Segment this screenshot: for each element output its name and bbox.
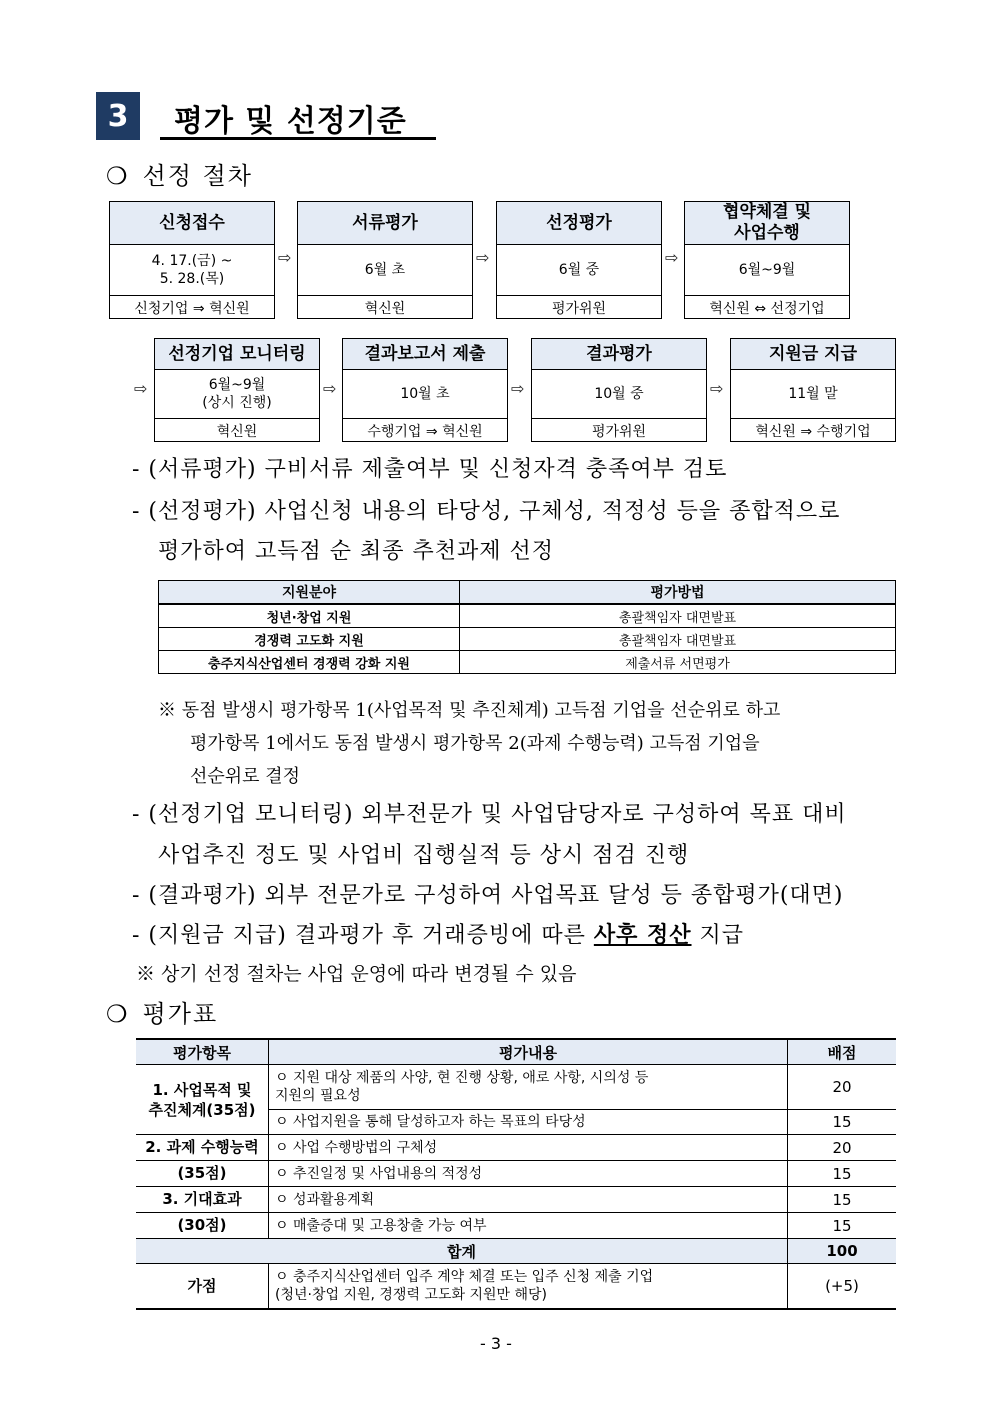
step-actor: 혁신원 ⇒ 수행기업 [755,423,871,440]
step-box [154,338,320,442]
step-box [531,338,707,442]
circle-bullet-icon: ❍ [106,162,128,190]
step-box [109,201,275,319]
table-row [136,1161,896,1187]
note: ※ 상기 선정 절차는 사업 운영에 따라 변경될 수 있음 [136,963,577,985]
right-arrow-icon: ⇨ [511,379,525,398]
paragraph: - (선정평가) 사업신청 내용의 타당성, 구체성, 적정성 등을 종합적으로 [132,499,841,524]
score-cell: 20 [788,1065,897,1110]
paragraph: - (서류평가) 구비서류 제출여부 및 신청자격 충족여부 검토 [132,457,728,482]
step-period: 10월 초 [343,370,507,419]
step-title: 결과보고서 제출 [343,339,507,370]
paragraph: 사업추진 정도 및 사업비 집행실적 등 상시 점검 진행 [158,843,690,868]
step-box [730,338,896,442]
evaluation-score-table [136,1038,896,1310]
table-row [136,1187,896,1213]
step-period: 4. 17.(금) ~ 5. 28.(목) [110,245,274,296]
table-row [136,1065,896,1110]
step-title: 선정평가 [497,202,661,245]
evaluation-method-table [158,580,896,674]
step-box [684,201,850,319]
content-cell: ㅇ 사업지원을 통해 달성하고자 하는 목표의 타당성 [269,1110,788,1135]
paragraph: 평가하여 고득점 순 최종 추천과제 선정 [158,539,554,564]
content-cell: ㅇ 매출증대 및 고용창출 가능 여부 [269,1213,788,1239]
paragraph-text: 지급 [691,923,745,948]
table-cell: 청년·창업 지원 [159,604,460,628]
table-row [159,651,896,674]
step-box [342,338,508,442]
step-actor: 평가위원 [551,300,607,317]
content-cell: ㅇ 지원 대상 제품의 사양, 현 진행 상황, 애로 사항, 시의성 등 지원의 필요성 [269,1065,788,1110]
step-period: 6월 초 [298,245,472,296]
note: ※ 동점 발생시 평가항목 1(사업목적 및 추진체계) 고득점 기업을 선순위로 하고 [158,700,781,721]
content-cell: ㅇ 추진일정 및 사업내용의 적정성 [269,1161,788,1187]
category-cell: (35점) [136,1161,269,1187]
paragraph [132,916,744,956]
step-title: 결과평가 [532,339,706,370]
right-arrow-icon: ⇨ [134,379,148,398]
table-cell: 총괄책임자 대면발표 [460,604,896,628]
total-row [136,1239,896,1264]
step-title: 선정기업 모니터링 [155,339,319,370]
category-cell: 1. 사업목적 및 추진체계(35점) [136,1065,269,1135]
table-cell: 총괄책임자 대면발표 [460,628,896,651]
procedure-heading [106,156,253,191]
step-title: 서류평가 [298,202,472,245]
step-actor: 혁신원 [216,423,258,440]
table-header: 평가항목 [136,1039,269,1065]
category-cell: 2. 과제 수행능력 [136,1135,269,1161]
section-title: 평가 및 선정기준 [160,96,436,140]
step-actor: 수행기업 ⇒ 혁신원 [367,423,483,440]
table-cell: 충주지식산업센터 경쟁력 강화 지원 [159,651,460,674]
table-row [159,604,896,628]
eval-heading [106,994,218,1029]
emphasis-text: 사후 정산 [593,923,692,948]
table-row [136,1135,896,1161]
total-label: 합계 [136,1239,788,1264]
eval-heading-text: 평가표 [142,1000,219,1028]
paragraph-text: - (지원금 지급) 결과평가 후 거래증빙에 따른 [132,923,594,948]
step-actor: 신청기업 ⇒ 혁신원 [134,300,250,317]
content-cell: ㅇ 사업 수행방법의 구체성 [269,1135,788,1161]
table-row [136,1264,896,1310]
table-cell: 제출서류 서면평가 [460,651,896,674]
score-cell: 15 [788,1110,897,1135]
table-header: 평가방법 [460,581,896,605]
category-cell: 3. 기대효과 [136,1187,269,1213]
right-arrow-icon: ⇨ [323,379,337,398]
procedure-heading-text: 선정 절차 [142,162,253,190]
circle-bullet-icon: ❍ [106,1000,128,1028]
score-cell: 15 [788,1161,897,1187]
category-cell: 가점 [136,1264,269,1310]
table-header: 배점 [788,1039,897,1065]
content-cell: ㅇ 성과활용계획 [269,1187,788,1213]
table-header: 평가내용 [269,1039,788,1065]
step-actor: 혁신원 [364,300,406,317]
step-period: 11월 말 [731,370,895,419]
score-cell: 20 [788,1135,897,1161]
step-actor: 평가위원 [591,423,647,440]
step-period: 6월 중 [497,245,661,296]
page-number: - 3 - [480,1334,512,1353]
right-arrow-icon: ⇨ [710,379,724,398]
step-title: 신청접수 [110,202,274,245]
content-cell: ㅇ 충주지식산업센터 입주 계약 체결 또는 입주 신청 제출 기업 (청년·창업 지원, 경쟁력 고도화 지원만 해당) [269,1264,788,1310]
right-arrow-icon: ⇨ [665,248,679,267]
step-period: 10월 중 [532,370,706,419]
category-cell: (30점) [136,1213,269,1239]
step-title: 협약체결 및 사업수행 [685,202,849,245]
score-cell: 15 [788,1187,897,1213]
right-arrow-icon: ⇨ [278,248,292,267]
step-box [496,201,662,319]
step-actor: 혁신원 ⇔ 선정기업 [709,300,825,317]
right-arrow-icon: ⇨ [476,248,490,267]
paragraph: - (선정기업 모니터링) 외부전문가 및 사업담당자로 구성하여 목표 대비 [132,802,847,827]
step-box [297,201,473,319]
section-number: 3 [96,92,140,140]
step-period: 6월~9월 [685,245,849,296]
total-score: 100 [788,1239,897,1264]
step-period: 6월~9월 (상시 진행) [155,370,319,419]
note: 평가항목 1에서도 동점 발생시 평가항목 2(과제 수행능력) 고득점 기업을 [190,733,760,754]
table-header: 지원분야 [159,581,460,605]
note: 선순위로 결정 [190,766,301,787]
step-title: 지원금 지급 [731,339,895,370]
table-cell: 경쟁력 고도화 지원 [159,628,460,651]
score-cell: (+5) [788,1264,897,1310]
table-row [159,628,896,651]
paragraph: - (결과평가) 외부 전문가로 구성하여 사업목표 달성 등 종합평가(대면) [132,883,844,908]
score-cell: 15 [788,1213,897,1239]
table-row [136,1213,896,1239]
